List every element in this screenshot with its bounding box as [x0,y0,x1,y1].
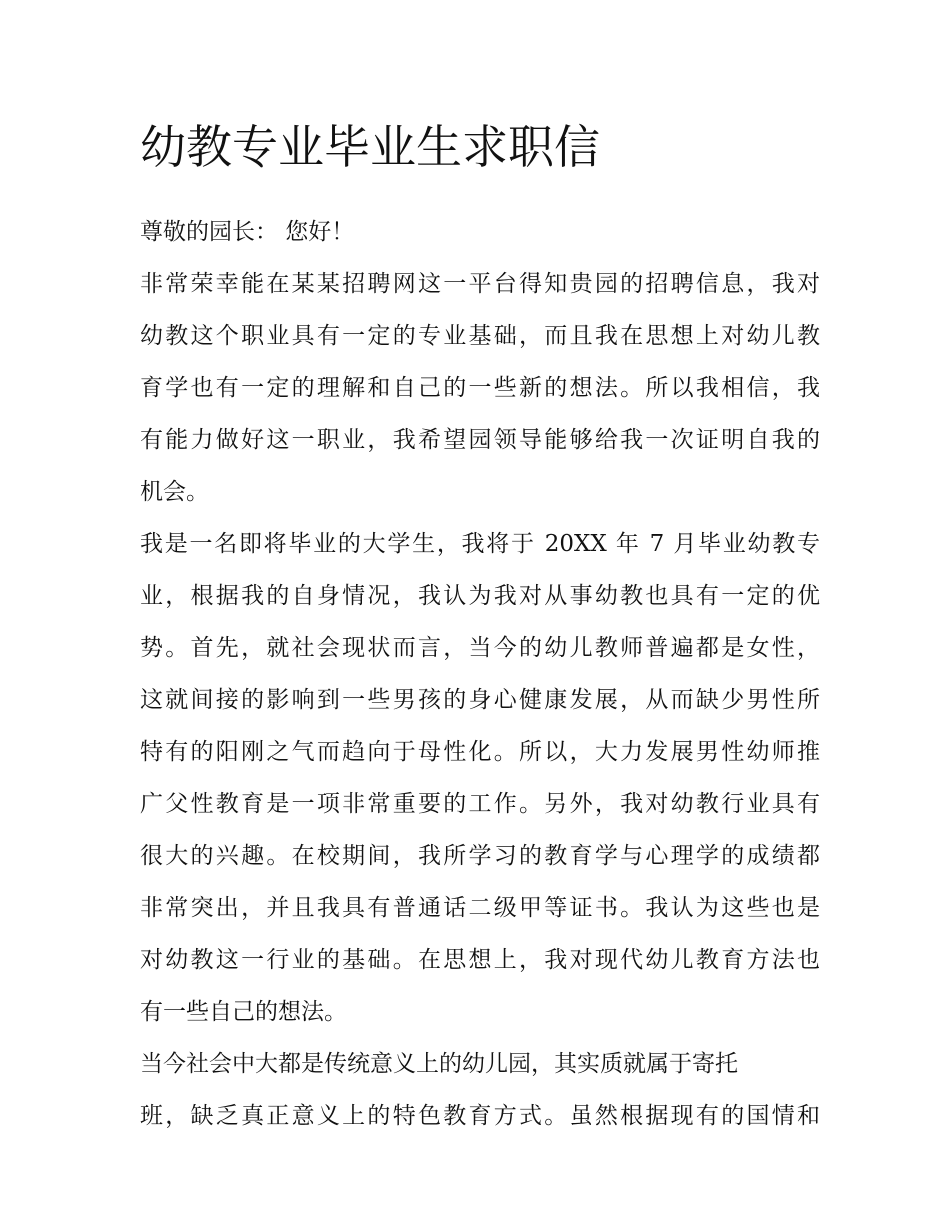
paragraph-line: 业，根据我的自身情况，我认为我对从事幼教也具有一定的优 [140,583,820,609]
salutation: 尊敬的园长： 您好！ [140,219,355,245]
paragraph-line: 有一些自己的想法。 [140,999,347,1025]
paragraph-line: 这就间接的影响到一些男孩的身心健康发展，从而缺少男性所 [140,687,820,713]
paragraph-line: 对幼教这一行业的基础。在思想上，我对现代幼儿教育方法也 [140,947,820,973]
paragraph-line: 势。首先，就社会现状而言，当今的幼儿教师普遍都是女性， [140,635,820,661]
paragraph-line: 特有的阳刚之气而趋向于母性化。所以，大力发展男性幼师推 [140,739,820,765]
paragraph-line: 非常荣幸能在某某招聘网这一平台得知贵园的招聘信息，我对 [140,271,820,297]
paragraph-line: 非常突出，并且我具有普通话二级甲等证书。我认为这些也是 [140,895,820,921]
paragraph-intro [140,258,820,518]
letter-body [140,112,820,1142]
paragraph-line: 育学也有一定的理解和自己的一些新的想法。所以我相信，我 [140,375,820,401]
paragraph-line: 很大的兴趣。在校期间，我所学习的教育学与心理学的成绩都 [140,843,820,869]
paragraph-line: 广父性教育是一项非常重要的工作。另外，我对幼教行业具有 [140,791,820,817]
paragraph-current-situation [140,1038,820,1142]
paragraph-line: 我是一名即将毕业的大学生，我将于 20XX 年 7 月毕业幼教专 [140,531,820,557]
paragraph-background [140,518,820,1038]
paragraph-line: 机会。 [140,479,209,505]
paragraph-line: 班，缺乏真正意义上的特色教育方式。虽然根据现有的国情和 [140,1103,820,1129]
paragraph-line: 幼教这个职业具有一定的专业基础，而且我在思想上对幼儿教 [140,323,820,349]
page-title: 幼教专业毕业生求职信 [140,120,600,174]
paragraph-line: 有能力做好这一职业，我希望园领导能够给我一次证明自我的 [140,427,820,453]
paragraph-line: 当今社会中大都是传统意义上的幼儿园，其实质就属于寄托 [140,1051,738,1077]
